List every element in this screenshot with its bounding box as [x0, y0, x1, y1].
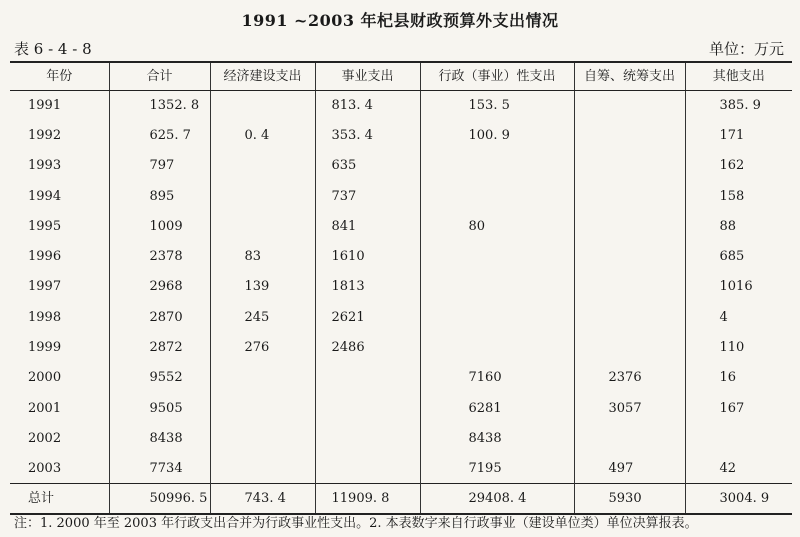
value-cell: 1016	[685, 272, 792, 302]
year-cell: 2002	[28, 430, 62, 446]
value-cell	[420, 272, 574, 302]
column-header: 合计	[109, 62, 210, 90]
value-cell: 158	[685, 181, 792, 211]
year-cell: 2001	[28, 400, 62, 416]
value-cell	[315, 393, 420, 423]
value-cell: 245	[210, 302, 315, 332]
value-cell: 2870	[109, 302, 210, 332]
expenditure-table	[10, 61, 792, 515]
value-cell: 80	[420, 211, 574, 241]
value-cell	[420, 302, 574, 332]
year-cell: 总计	[10, 484, 109, 514]
value-cell	[574, 181, 685, 211]
value-cell: 162	[685, 151, 792, 181]
value-cell: 2968	[109, 272, 210, 302]
value-cell: 7160	[420, 363, 574, 393]
column-header: 年份	[10, 62, 109, 90]
value-cell	[574, 423, 685, 453]
value-cell: 88	[685, 211, 792, 241]
value-cell	[574, 241, 685, 271]
value-cell: 2376	[574, 363, 685, 393]
value-cell: 83	[210, 241, 315, 271]
value-cell: 7734	[109, 454, 210, 484]
value-cell: 1352. 8	[109, 90, 210, 120]
value-cell: 737	[315, 181, 420, 211]
value-cell: 9505	[109, 393, 210, 423]
value-cell: 171	[685, 120, 792, 150]
value-cell: 797	[109, 151, 210, 181]
table-title: 1991 ~2003 年杞县财政预算外支出情况	[241, 11, 559, 30]
value-cell: 42	[685, 454, 792, 484]
value-cell: 3004. 9	[685, 484, 792, 514]
value-cell	[420, 151, 574, 181]
value-cell: 153. 5	[420, 90, 574, 120]
value-cell	[210, 181, 315, 211]
value-cell	[210, 90, 315, 120]
table-row	[10, 120, 792, 150]
value-cell: 1610	[315, 241, 420, 271]
footnote: 注：1. 2000 年至 2003 年行政支出合并为行政事业性支出。2. 本表数字来自行政事业（建设单位类）单位决算报表。	[14, 516, 698, 531]
value-cell	[210, 151, 315, 181]
column-header: 事业支出	[315, 62, 420, 90]
value-cell	[574, 272, 685, 302]
value-cell: 110	[685, 332, 792, 362]
value-cell: 1813	[315, 272, 420, 302]
value-cell: 625. 7	[109, 120, 210, 150]
value-cell: 895	[109, 181, 210, 211]
value-cell	[574, 151, 685, 181]
value-cell: 2872	[109, 332, 210, 362]
column-header: 行政（事业）性支出	[420, 62, 574, 90]
value-cell: 685	[685, 241, 792, 271]
year-cell: 1992	[28, 127, 62, 143]
year-cell: 1996	[28, 249, 62, 265]
year-cell: 1999	[28, 340, 62, 356]
table-row	[10, 454, 792, 484]
value-cell	[210, 363, 315, 393]
value-cell: 0. 4	[210, 120, 315, 150]
value-cell	[574, 302, 685, 332]
value-cell: 5930	[574, 484, 685, 514]
value-cell: 841	[315, 211, 420, 241]
value-cell: 497	[574, 454, 685, 484]
year-cell: 1993	[28, 158, 62, 174]
table-row	[10, 302, 792, 332]
value-cell	[685, 423, 792, 453]
table-row	[10, 241, 792, 271]
table-row	[10, 90, 792, 120]
value-cell: 100. 9	[420, 120, 574, 150]
column-header: 其他支出	[685, 62, 792, 90]
table-row	[10, 393, 792, 423]
value-cell	[420, 241, 574, 271]
year-cell: 1994	[28, 188, 62, 204]
value-cell: 167	[685, 393, 792, 423]
value-cell: 16	[685, 363, 792, 393]
value-cell: 2378	[109, 241, 210, 271]
value-cell	[210, 454, 315, 484]
value-cell	[210, 393, 315, 423]
value-cell	[210, 423, 315, 453]
table-row	[10, 272, 792, 302]
value-cell	[315, 363, 420, 393]
value-cell: 3057	[574, 393, 685, 423]
value-cell: 7195	[420, 454, 574, 484]
value-cell: 139	[210, 272, 315, 302]
year-cell: 1995	[28, 218, 62, 234]
value-cell: 29408. 4	[420, 484, 574, 514]
value-cell	[574, 211, 685, 241]
value-cell: 813. 4	[315, 90, 420, 120]
value-cell: 743. 4	[210, 484, 315, 514]
unit-label: 单位：万元	[708, 40, 784, 58]
table-row	[10, 211, 792, 241]
table-number: 表 6 - 4 - 8	[14, 40, 92, 58]
value-cell	[315, 454, 420, 484]
value-cell: 1009	[109, 211, 210, 241]
value-cell: 9552	[109, 363, 210, 393]
value-cell: 6281	[420, 393, 574, 423]
table-header-row	[10, 62, 792, 90]
year-cell: 1997	[28, 279, 62, 295]
table-row	[10, 181, 792, 211]
value-cell: 11909. 8	[315, 484, 420, 514]
value-cell	[420, 181, 574, 211]
value-cell: 8438	[109, 423, 210, 453]
year-cell: 1998	[28, 309, 62, 325]
value-cell: 353. 4	[315, 120, 420, 150]
value-cell: 635	[315, 151, 420, 181]
total-row	[10, 484, 792, 514]
table-row	[10, 332, 792, 362]
value-cell: 50996. 5	[109, 484, 210, 514]
value-cell	[574, 332, 685, 362]
value-cell: 385. 9	[685, 90, 792, 120]
table-row	[10, 151, 792, 181]
value-cell: 276	[210, 332, 315, 362]
value-cell: 4	[685, 302, 792, 332]
value-cell: 8438	[420, 423, 574, 453]
column-header: 经济建设支出	[210, 62, 315, 90]
value-cell	[574, 120, 685, 150]
year-cell: 2000	[28, 370, 62, 386]
table-row	[10, 363, 792, 393]
year-cell: 1991	[28, 97, 62, 113]
column-header: 自筹、统筹支出	[574, 62, 685, 90]
value-cell: 2621	[315, 302, 420, 332]
value-cell	[420, 332, 574, 362]
table-row	[10, 423, 792, 453]
year-cell: 2003	[28, 460, 62, 476]
value-cell	[315, 423, 420, 453]
value-cell: 2486	[315, 332, 420, 362]
value-cell	[210, 211, 315, 241]
value-cell	[574, 90, 685, 120]
